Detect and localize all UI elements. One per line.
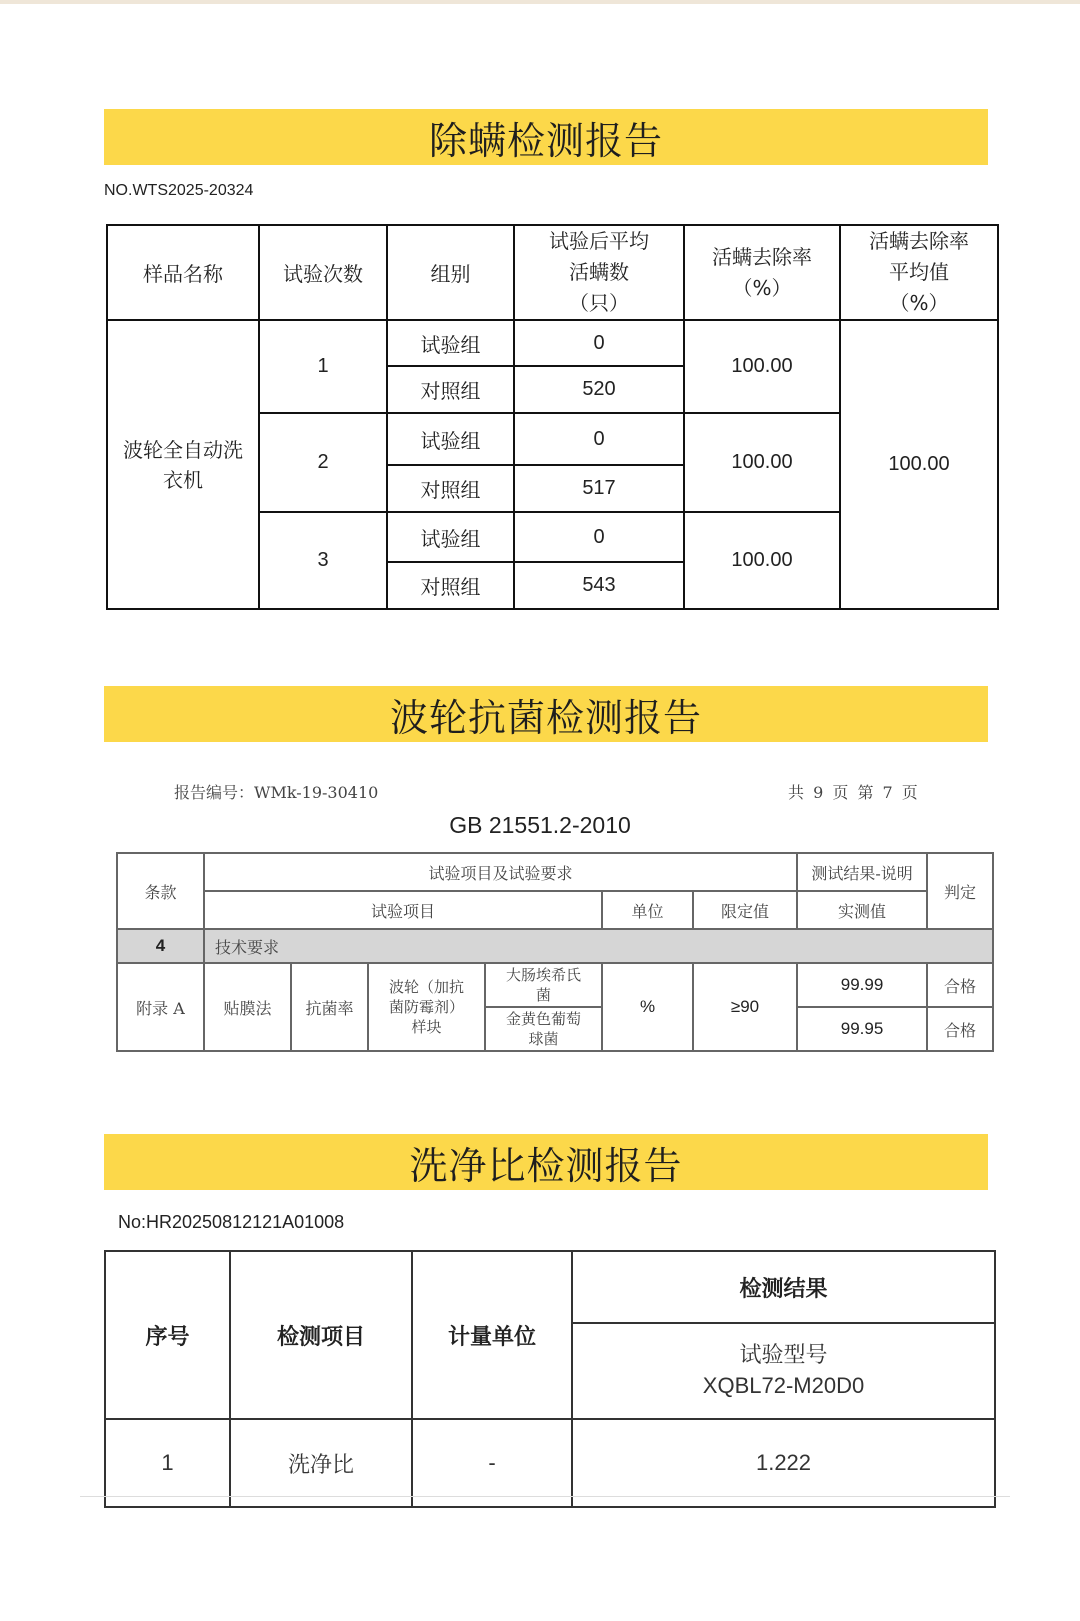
header-avg-mites [514, 225, 684, 320]
group-label: 对照组 [387, 366, 514, 413]
header-seq: 序号 [105, 1251, 230, 1419]
antibacterial-test-table [116, 852, 994, 1052]
header-item: 检测项目 [230, 1251, 412, 1419]
group-label: 对照组 [387, 562, 514, 609]
appendix-clause: 附录 A [117, 963, 204, 1051]
header-clause: 条款 [117, 853, 204, 929]
bacteria-line: 菌 [535, 986, 551, 1004]
test-item: 抗菌率 [291, 963, 368, 1051]
header-items-requirements: 试验项目及试验要求 [204, 853, 797, 891]
header-line: 活螨去除率 [712, 244, 812, 269]
sample-description [368, 963, 485, 1051]
cleaning-report-banner: 洗净比检测报告 [104, 1134, 988, 1190]
model-number: XQBL72-M20D0 [702, 1373, 865, 1398]
group-label: 对照组 [387, 465, 514, 512]
header-line: （%） [889, 291, 949, 315]
cleaning-ratio-table [104, 1250, 996, 1508]
row-seq: 1 [105, 1419, 230, 1507]
header-test-item: 试验项目 [204, 891, 602, 929]
header-result-note: 测试结果-说明 [797, 853, 927, 891]
header-unit: 单位 [602, 891, 693, 929]
control-value: 520 [514, 366, 684, 413]
mite-report-number: NO.WTS2025-20324 [104, 182, 254, 199]
trial-number: 3 [259, 512, 387, 609]
sample-line: 波轮（加抗 [388, 978, 464, 996]
cleaning-report-number: No:HR20250812121A01008 [118, 1212, 345, 1232]
scan-edge-line [80, 1496, 1010, 1497]
row-unit: - [412, 1419, 572, 1507]
header-line: （%） [732, 275, 792, 300]
average-removal-rate: 100.00 [840, 320, 998, 609]
header-trial-count: 试验次数 [259, 225, 387, 320]
header-line: 活螨数 [569, 260, 629, 284]
standard-code: GB 21551.2-2010 [449, 812, 631, 838]
header-sample-name: 样品名称 [107, 225, 259, 320]
sample-name-line: 衣机 [163, 467, 203, 492]
measured-value: 99.99 [797, 963, 927, 1007]
section-row-label: 技术要求 [204, 929, 993, 963]
mite-test-table [106, 224, 999, 610]
bacteria-name [485, 963, 602, 1007]
bacteria-line: 金黄色葡萄 [505, 1010, 581, 1028]
unit-value: % [602, 963, 693, 1051]
sample-name-cell [107, 320, 259, 609]
header-group: 组别 [387, 225, 514, 320]
header-avg-removal-rate [840, 225, 998, 320]
control-value: 543 [514, 562, 684, 609]
bacteria-line: 球菌 [528, 1030, 559, 1048]
test-method: 贴膜法 [204, 963, 291, 1051]
model-label: 试验型号 [739, 1343, 828, 1368]
test-value: 0 [514, 512, 684, 562]
control-value: 517 [514, 465, 684, 512]
header-limit: 限定值 [693, 891, 797, 929]
section-row-number: 4 [117, 929, 204, 963]
top-divider [0, 0, 1080, 4]
removal-rate: 100.00 [684, 320, 840, 413]
header-measured: 实测值 [797, 891, 927, 929]
judgement-value: 合格 [927, 963, 993, 1007]
measured-value: 99.95 [797, 1007, 927, 1051]
group-label: 试验组 [387, 413, 514, 465]
trial-number: 2 [259, 413, 387, 512]
antibacterial-report-number: 报告编号：WMk-19-30410 [174, 783, 379, 802]
trial-number: 1 [259, 320, 387, 413]
header-unit: 计量单位 [412, 1251, 572, 1419]
removal-rate: 100.00 [684, 413, 840, 512]
header-result: 检测结果 [572, 1251, 995, 1323]
page-indicator: 共 9 页 第 7 页 [788, 783, 918, 802]
header-judgement: 判定 [927, 853, 993, 929]
header-line: 平均值 [889, 260, 949, 284]
test-value: 0 [514, 413, 684, 465]
bacteria-name [485, 1007, 602, 1051]
model-cell [572, 1323, 995, 1419]
header-line: 活螨去除率 [869, 229, 969, 253]
header-line: （只） [569, 291, 629, 315]
mite-report-banner: 除螨检测报告 [104, 109, 988, 165]
row-item: 洗净比 [230, 1419, 412, 1507]
sample-name-line: 波轮全自动洗 [123, 437, 243, 462]
antibacterial-report-banner: 波轮抗菌检测报告 [104, 686, 988, 742]
removal-rate: 100.00 [684, 512, 840, 609]
group-label: 试验组 [387, 320, 514, 366]
test-value: 0 [514, 320, 684, 366]
group-label: 试验组 [387, 512, 514, 562]
sample-line: 样块 [411, 1018, 442, 1036]
limit-value: ≥90 [693, 963, 797, 1051]
header-line: 试验后平均 [549, 229, 649, 253]
bacteria-line: 大肠埃希氏 [505, 966, 581, 984]
judgement-value: 合格 [927, 1007, 993, 1051]
header-removal-rate [684, 225, 840, 320]
sample-line: 菌防霉剂） [388, 998, 464, 1016]
row-value: 1.222 [572, 1419, 995, 1507]
